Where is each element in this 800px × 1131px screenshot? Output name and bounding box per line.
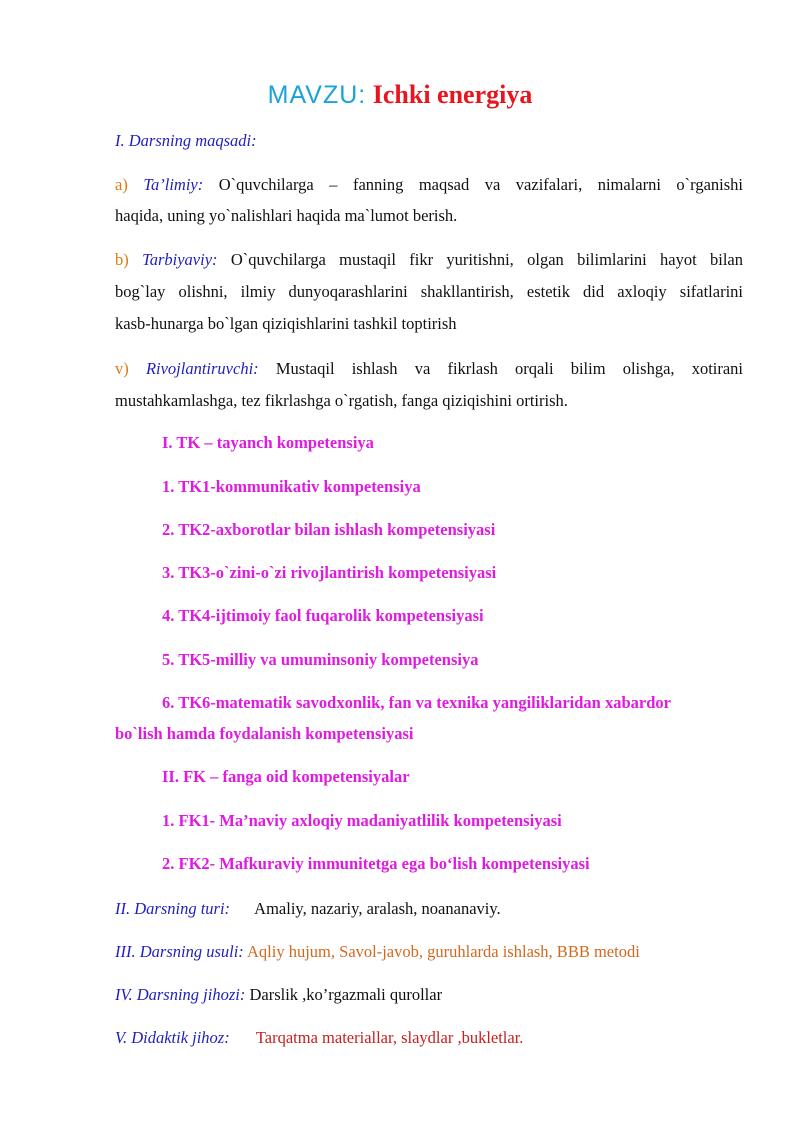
goal-v-text1: Mustaqil ishlash va fikrlash orqali bilim olishga, xotirani: [275, 359, 744, 378]
lesson-type-value: Amaliy, nazariy, aralash, noananaviy.: [254, 899, 501, 918]
tk2-item: 2. TK2-axborotlar bilan ishlash kompetensiyasi: [162, 520, 496, 539]
goal-v-label: Rivojlantiruvchi:: [145, 359, 259, 378]
goal-b-marker: b): [115, 250, 129, 269]
tk1-item: 1. TK1-kommunikativ kompetensiya: [162, 477, 421, 496]
lesson-type-row: [115, 892, 743, 925]
lesson-type-label: II. Darsning turi:: [115, 899, 231, 918]
fk1-item: 1. FK1- Ma’naviy axloqiy madaniyatlilik kompetensiyasi: [162, 811, 562, 830]
lesson-didactic-label: V. Didaktik jihoz:: [115, 1028, 230, 1047]
goal-v-line2: mustahkamlashga, tez fikrlashga o`rgatish, fanga qiziqishini ortirish.: [115, 391, 568, 410]
goal-b-line3: kasb-hunarga bo`lgan qiziqishlarini tashkil toptirish: [115, 314, 457, 333]
title-prefix: MAVZU:: [267, 81, 367, 109]
tk5-item: 5. TK5-milliy va umuminsoniy kompetensiya: [162, 650, 479, 669]
lesson-method-value: Aqliy hujum, Savol-javob, guruhlarda ishlash, BBB metodi: [247, 942, 640, 961]
lesson-didactic-row: [115, 1021, 743, 1054]
fk-heading: II. FK – fanga oid kompetensiyalar: [162, 767, 410, 786]
tk6-item-line1: 6. TK6-matematik savodxonlik, fan va texnika yangiliklaridan xabardor: [162, 693, 671, 712]
goal-b-text1: O`quvchilarga mustaqil fikr yuritishni, olgan bilimlarini hayot bilan: [230, 250, 744, 269]
lesson-method-label: III. Darsning usuli:: [115, 942, 244, 961]
goals-heading: I. Darsning maqsadi:: [115, 131, 257, 150]
tk6-item-line2: bo`lish hamda foydalanish kompetensiyasi: [115, 724, 414, 743]
lesson-didactic-value: Tarqatma materiallar, slaydlar ,bukletlar.: [255, 1028, 524, 1047]
title-topic: Ichki energiya: [372, 80, 533, 109]
lesson-equipment-label: IV. Darsning jihozi:: [115, 985, 246, 1004]
goal-b-line1: [115, 243, 743, 276]
lesson-method-row: [115, 935, 743, 968]
goal-a-line1: [115, 168, 743, 201]
lesson-equipment-value: Darslik ,ko’rgazmali qurollar: [249, 985, 443, 1004]
tk4-item: 4. TK4-ijtimoiy faol fuqarolik kompetensiyasi: [162, 606, 484, 625]
fk2-item: 2. FK2- Mafkuraviy immunitetga ega bo‘lish kompetensiyasi: [162, 854, 590, 873]
goal-b-label: Tarbiyaviy:: [142, 250, 218, 269]
goal-v-line1: [115, 352, 743, 385]
goal-a-line2: haqida, uning yo`nalishlari haqida ma`lumot berish.: [115, 206, 458, 225]
tk3-item: 3. TK3-o`zini-o`zi rivojlantirish kompetensiyasi: [162, 563, 497, 582]
goal-a-label: Ta’limiy:: [143, 175, 204, 194]
goal-a-text1: O`quvchilarga – fanning maqsad va vazifalari, nimalarni o`rganishi: [218, 175, 744, 194]
goal-a-marker: a): [115, 175, 128, 194]
lesson-equipment-row: [115, 978, 743, 1011]
tk-heading: I. TK – tayanch kompetensiya: [162, 433, 374, 452]
goal-v-marker: v): [115, 359, 129, 378]
goal-b-line2: bog`lay olishni, ilmiy dunyoqarashlarini shakllantirish, estetik did axloqiy sifatlarini: [115, 282, 743, 301]
page-title: [0, 78, 800, 112]
